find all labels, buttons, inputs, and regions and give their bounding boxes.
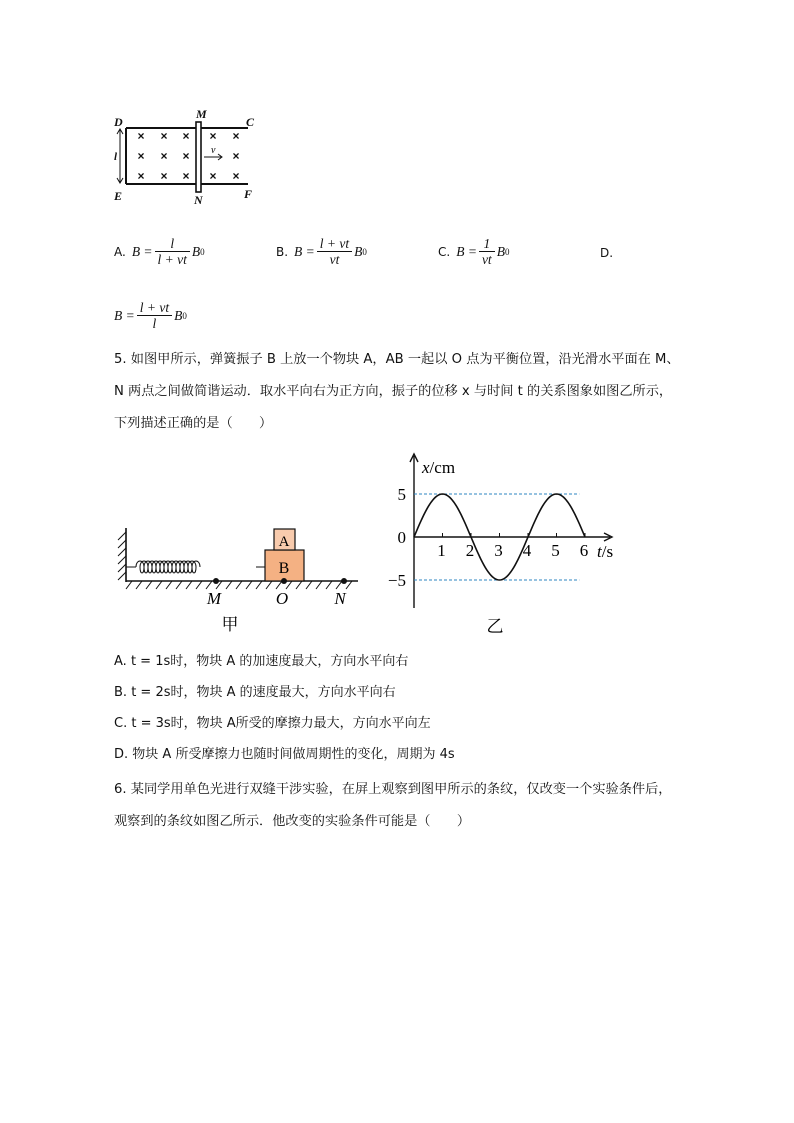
q4-option-b: B. B = $\frac{l + vt}{vt}$ B 0 [276,236,367,267]
y-tick-label: −5 [387,571,406,590]
x-tick-label: 4 [522,541,532,560]
figure-jia [114,520,364,640]
q5-line-2: N 两点之间做简谐运动．取水平向右为正方向，振子的位移 x 与时间 t 的关系图象如图乙所示， [114,384,673,399]
q5-option-c: C. t = 3s时，物块 A所受的摩擦力最大，方向水平向左 [114,716,431,731]
point-m [213,578,219,584]
spring-coil [136,561,200,573]
q6-line-1: 6. 某同学用单色光进行双缝干涉实验，在屏上观察到图甲所示的条纹，仅改变一个实验条件后， [114,782,672,797]
floor-hatch [126,581,352,589]
label-e: E [114,189,123,203]
label-o: O [275,589,289,608]
rail-diagram [110,106,270,206]
q4-figure [110,106,270,206]
label-n: N [194,193,203,206]
q5-option-a: A. t = 1s时，物块 A 的加速度最大，方向水平向右 [114,654,409,669]
field-mark: × [160,169,168,183]
caption-jia: 甲 [221,615,239,635]
field-mark: × [209,129,217,143]
label-l: l [114,151,118,163]
point-o [281,578,287,584]
label-m: M [196,107,207,121]
field-mark: × [232,149,240,163]
point-n [341,578,347,584]
x-tick-label: 6 [579,541,589,560]
label-d: D [114,115,123,129]
label-f: F [244,187,253,201]
field-mark: × [160,149,168,163]
label-n: N [334,589,346,608]
caption-yi: 乙 [486,617,504,636]
y-axis-label: x/cm [422,458,456,477]
y-tick-label: 5 [397,485,406,504]
q6-line-2: 观察到的条纹如图乙所示．他改变的实验条件可能是（ ） [114,814,471,829]
field-mark: × [182,149,190,163]
q5-line-3: 下列描述正确的是（ ） [114,416,273,431]
y-tick-label: 0 [397,528,406,547]
q5-option-b: B. t = 2s时，物块 A 的速度最大，方向水平向右 [114,685,396,700]
q4-option-d: B = $\frac{l + vt}{l}$ B 0 [114,300,187,331]
q5-options [114,650,714,774]
xt-graph [364,446,626,636]
field-mark: × [137,149,145,163]
x-tick-label: 1 [437,541,446,560]
q5-stem [114,344,714,440]
label-c: C [246,115,255,129]
q5-line-1: 5. 如图甲所示，弹簧振子 B 上放一个物块 A，AB 一起以 O 点为平衡位置，沿光滑水平面在 M、 [114,352,680,367]
q5-option-d: D. 物块 A 所受摩擦力也随时间做周期性的变化，周期为 4s [114,747,455,762]
x-tick-label: 2 [465,541,475,560]
field-mark: × [137,169,145,183]
label-m: M [206,589,222,608]
field-mark: × [160,129,168,143]
label-v: v [211,145,216,156]
q4-option-a: A. B = $\frac{l}{l + vt}$ B 0 [114,236,205,267]
field-mark: × [182,169,190,183]
x-axis-label: t/s [597,542,614,561]
spring-diagram [114,520,364,640]
figure-yi [364,446,626,636]
block-b-label: B [278,560,290,577]
field-mark: × [182,129,190,143]
q4-option-c: C. B = $\frac{1}{vt}$ B 0 [438,236,510,267]
rod-mn [196,122,201,192]
x-tick-label: 3 [494,541,503,560]
x-tick-label: 5 [551,541,560,560]
field-mark: × [232,129,240,143]
field-mark: × [209,169,217,183]
q6-stem [114,774,714,838]
field-mark: × [232,169,240,183]
q4-option-d-label: D. [600,246,614,260]
field-mark: × [137,129,145,143]
block-a-label: A [278,534,290,550]
